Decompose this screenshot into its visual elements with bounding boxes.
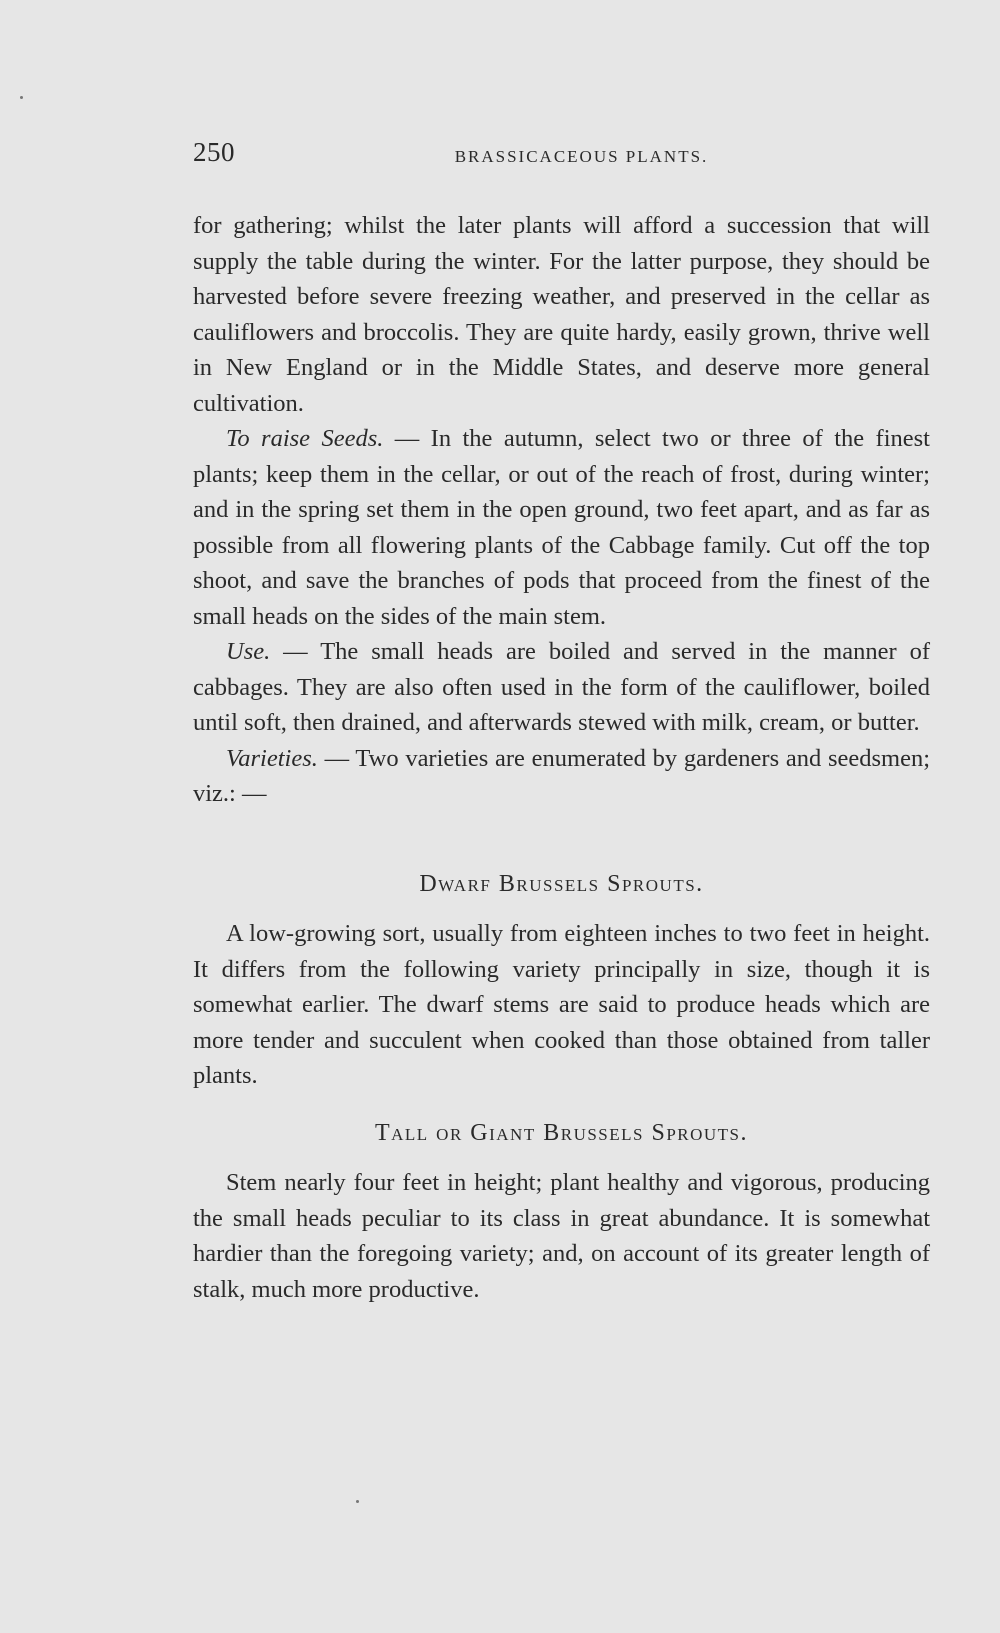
run-in-heading: To raise Seeds. — [226, 425, 384, 452]
paragraph-text: — Two varieties are enumerated by gardeners and seedsmen; viz.: — — [193, 744, 930, 807]
paragraph-varieties — [193, 741, 930, 812]
paragraph-text: — The small heads are boiled and served in the manner of cabbages. They are also often used in the form of the cauliflower, boiled until soft, then drained, and afterwards stewed with milk, cream, or butter. — [193, 638, 930, 736]
speck-mark — [20, 96, 23, 99]
paragraph-tall: Stem nearly four feet in height; plant healthy and vigorous, producing the small heads peculiar to its class in great abundance. It is somewhat hardier than the foregoing variety; and, on account of its greater length of stalk, much more productive. — [193, 1169, 930, 1303]
body-text — [193, 208, 930, 1307]
paragraph-raise-seeds — [193, 421, 930, 634]
section-heading-tall: Tall or Giant Brussels Sprouts. — [374, 1119, 749, 1146]
run-in-heading: Varieties. — [226, 744, 318, 772]
paragraph-use — [193, 634, 930, 741]
section-heading-dwarf: Dwarf Brussels Sprouts. — [419, 870, 704, 897]
page-header — [193, 137, 930, 173]
run-in-heading: Use. — [226, 638, 271, 665]
paragraph-text: — In the autumn, select two or three of the finest plants; keep them in the cellar, or out of the reach of frost, during winter; and in the spring set them in the open ground, two feet apart, and as far as possible from all flowering plants of the Cabbage family. Cut off the top shoot, and save the branches of pods that proceed from the finest of the small heads on the sides of the main stem. — [193, 425, 930, 630]
paragraph-dwarf: A low-growing sort, usually from eighteen inches to two feet in height. It differs from the following variety principally in size, though it is somewhat earlier. The dwarf stems are said to produce heads which are more tender and succulent when cooked than those obtained from taller plants. — [193, 920, 930, 1089]
running-head: BRASSICACEOUS PLANTS. — [454, 147, 709, 166]
speck-mark — [356, 1500, 359, 1503]
paragraph-continuation: for gathering; whilst the later plants will afford a succession that will supply the table during the winter. For the latter purpose, they should be harvested before severe freezing weather, and preserved in the cellar as cauliflowers and broccolis. They are quite hardy, easily grown, thrive well in New England or in the Middle States, and deserve more general cultivation. — [193, 212, 930, 417]
page-number: 250 — [193, 137, 235, 167]
